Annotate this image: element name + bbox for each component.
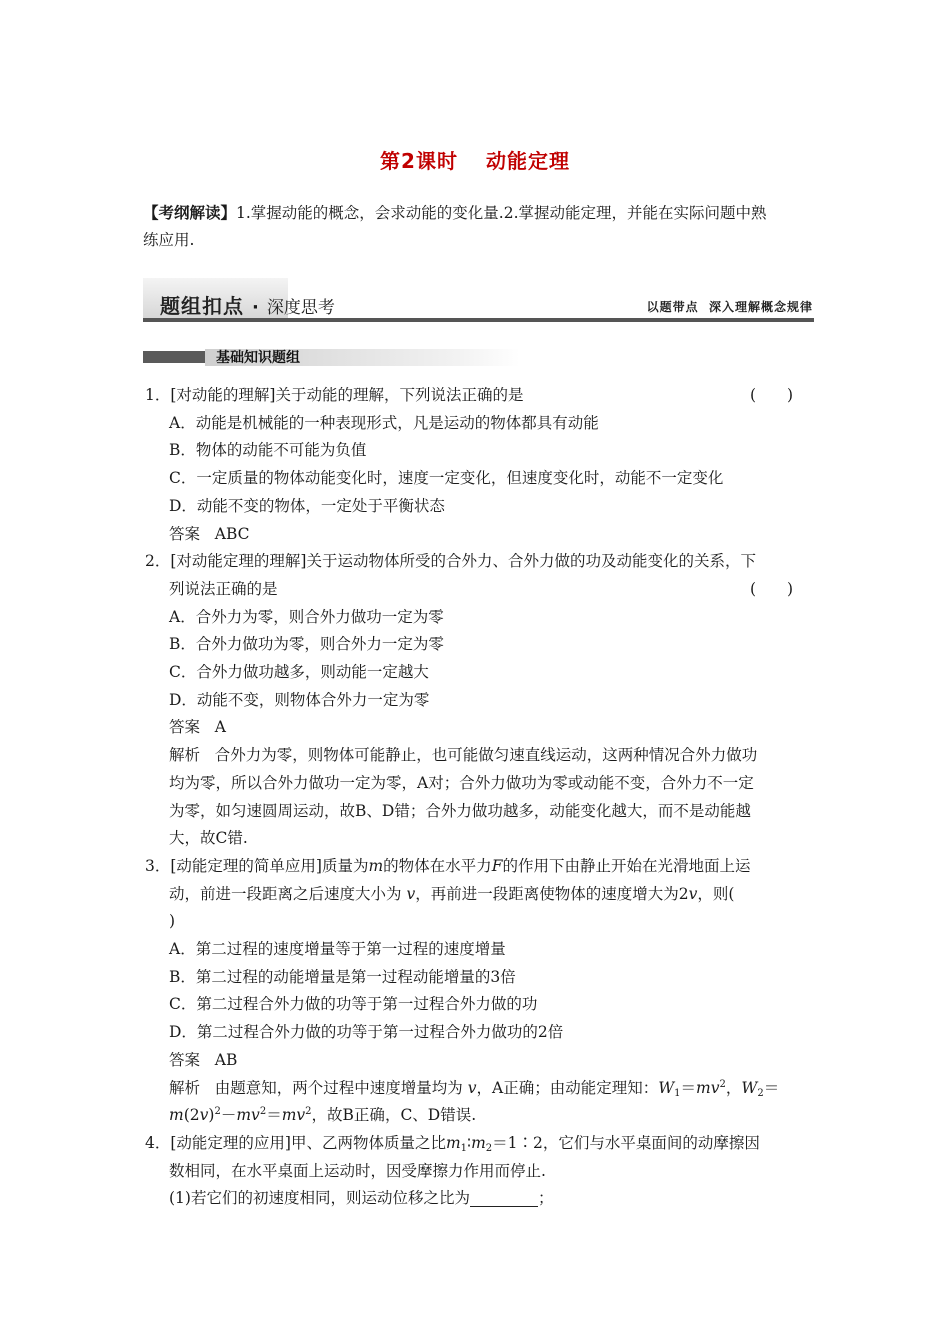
q1-answer-paren: ( )	[750, 386, 794, 404]
q2-option-a: A．合外力为零，则合外力做功一定为零	[169, 607, 444, 626]
section-subtitle: 深度思考	[266, 298, 335, 318]
q4-subquestion-1: (1)若它们的初速度相同，则运动位移之比为 ；	[169, 1189, 554, 1208]
section-dot: ·	[252, 297, 259, 318]
q2-stem-cont: 列说法正确的是	[169, 579, 278, 598]
q3-stem: 3．[动能定理的简单应用]质量为m的物体在水平力F的作用下由静止开始在光滑地面上运	[145, 856, 751, 875]
q3-analysis: 解析 由题意知，两个过程中速度增量均为 v，A正确；由动能定理知：$W_1=mv^2$，$W_2=$	[169, 1078, 780, 1099]
q2-stem: 2．[对动能定理的理解]关于运动物体所受的合外力、合外力做的功及动能变化的关系，下	[145, 552, 756, 571]
section-header	[160, 290, 335, 318]
q3-option-c: C．第二过程合外力做的功等于第一过程合外力做的功	[169, 995, 538, 1014]
q3-analysis-line2: $m(2v)^2-mv^2=mv^2$，故B正确，C、D错误.	[169, 1106, 477, 1125]
q2-analysis-line4: 大，故C错.	[169, 829, 248, 848]
q2-answer-paren: ( )	[750, 579, 794, 598]
section-divider	[143, 318, 814, 322]
syllabus-tag: 【考纲解读】	[143, 204, 237, 222]
q2-analysis-line2: 均为零，所以合外力做功一定为零，A对；合外力做功为零或动能不变，合外力不一定	[169, 773, 754, 792]
syllabus-paragraph	[143, 200, 813, 254]
q4-stem-cont: 数相同，在水平桌面上运动时，因受摩擦力作用而停止.	[169, 1161, 546, 1180]
section-slogan: 以题带点 深入理解概念规律	[646, 300, 813, 314]
subsection-bar-dark	[143, 351, 205, 363]
q3-stem-cont: 动，前进一段距离之后速度大小为 v，再前进一段距离使物体的速度增大为2v，则(	[169, 884, 735, 903]
q1-stem: 1．[对动能的理解]关于动能的理解，下列说法正确的是	[145, 386, 524, 404]
q3-option-d: D．第二过程合外力做的功等于第一过程合外力做功的2倍	[169, 1023, 564, 1042]
q1-option-c: C．一定质量的物体动能变化时，速度一定变化，但速度变化时，动能不一定变化	[169, 469, 724, 488]
syllabus-text-cont: 练应用.	[143, 231, 195, 249]
answer-blank[interactable]	[470, 1188, 538, 1207]
q2-option-b: B．合外力做功为零，则合外力一定为零	[169, 635, 444, 654]
syllabus-text: 1.掌握动能的概念，会求动能的变化量.2.掌握动能定理，并能在实际问题中熟	[236, 204, 767, 222]
q2-option-d: D．动能不变，则物体合外力一定为零	[169, 690, 430, 709]
q2-analysis: 解析 合外力为零，则物体可能静止，也可能做匀速直线运动，这两种情况合外力做功	[169, 746, 758, 765]
q2-option-c: C．合外力做功越多，则动能一定越大	[169, 663, 429, 681]
q1-answer: 答案 ABC	[169, 524, 250, 543]
q3-answer: 答案 AB	[169, 1050, 238, 1069]
q2-answer: 答案 A	[169, 718, 226, 737]
q2-analysis-line3: 为零，如匀速圆周运动，故B、D错；合外力做功越多，动能变化越大，而不是动能越	[169, 801, 751, 820]
q3-option-b: B．第二过程的动能增量是第一过程动能增量的3倍	[169, 967, 516, 986]
q1-option-a: A．动能是机械能的一种表现形式，凡是运动的物体都具有动能	[169, 413, 599, 432]
q4-stem: 4．[动能定理的应用]甲、乙两物体质量之比$m_1∶m_2=1∶2$，它们与水平桌面间的动摩擦因	[145, 1133, 760, 1154]
q3-stem-paren: )	[169, 912, 176, 931]
q1-option-b: B．物体的动能不可能为负值	[169, 441, 367, 460]
section-title: 题组扣点	[160, 294, 244, 318]
q1-option-d: D．动能不变的物体，一定处于平衡状态	[169, 496, 445, 515]
page-title: 第2课时 动能定理	[380, 149, 570, 173]
q3-option-a: A．第二过程的速度增量等于第一过程的速度增量	[169, 940, 506, 958]
subsection-title: 基础知识题组	[216, 350, 300, 366]
